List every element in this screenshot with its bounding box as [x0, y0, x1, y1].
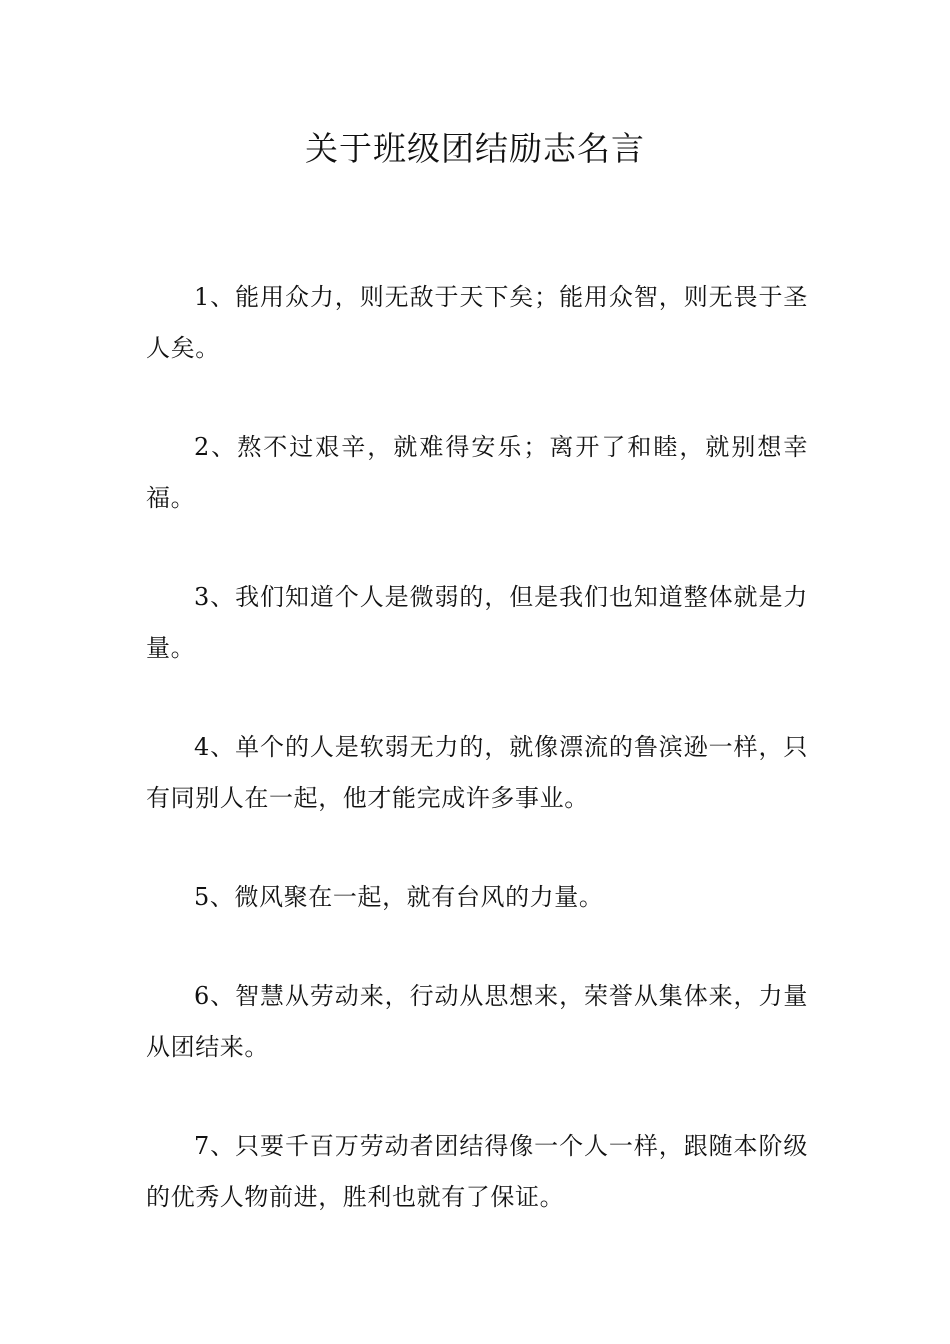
- quote-paragraph-6: 6、智慧从劳动来，行动从思想来，荣誉从集体来，力量从团结来。: [146, 982, 808, 1061]
- quote-paragraph-4: 4、单个的人是软弱无力的，就像漂流的鲁滨逊一样，只有同别人在一起，他才能完成许多事业。: [146, 733, 808, 812]
- quote-paragraph-7: 7、只要千百万劳动者团结得像一个人一样，跟随本阶级的优秀人物前进，胜利也就有了保证。: [146, 1132, 808, 1211]
- quote-paragraph-1: 1、能用众力，则无敌于天下矣；能用众智，则无畏于圣人矣。: [146, 283, 808, 362]
- quote-paragraph-5: 5、微风聚在一起，就有台风的力量。: [194, 883, 604, 911]
- quote-paragraph-3: 3、我们知道个人是微弱的，但是我们也知道整体就是力量。: [146, 583, 808, 662]
- page-title: 关于班级团结励志名言: [305, 129, 645, 168]
- quote-paragraph-2: 2、熬不过艰辛，就难得安乐；离开了和睦，就别想幸福。: [146, 433, 808, 512]
- document-body: [146, 272, 808, 1271]
